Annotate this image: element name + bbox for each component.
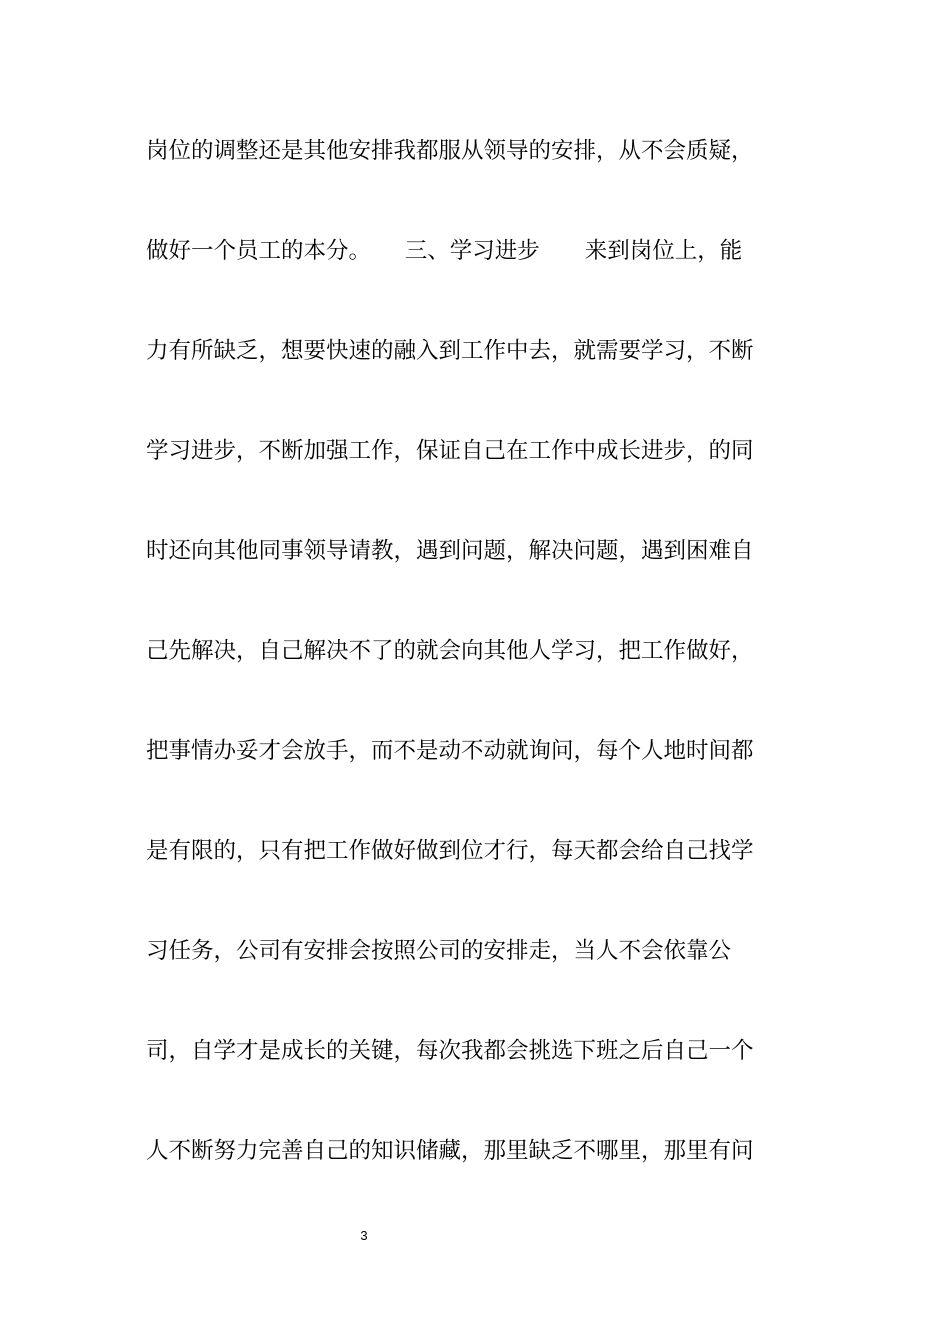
text-line: 人不断努力完善自己的知识储藏，那里缺乏不哪里，那里有问 bbox=[146, 1138, 754, 1164]
text-line: 把事情办妥才会放手，而不是动不动就询问，每个人地时间都 bbox=[146, 738, 754, 764]
text-line: 司，自学才是成长的关键，每次我都会挑选下班之后自己一个 bbox=[146, 1038, 754, 1064]
text-line: 做好一个员工的本分。 三、学习进步 来到岗位上，能 bbox=[146, 238, 743, 264]
text-line: 时还向其他同事领导请教，遇到问题，解决问题，遇到困难自 bbox=[146, 538, 754, 564]
text-line: 岗位的调整还是其他安排我都服从领导的安排，从不会质疑， bbox=[146, 138, 754, 164]
page-number: 3 bbox=[360, 1228, 368, 1243]
text-line: 力有所缺乏，想要快速的融入到工作中去，就需要学习，不断 bbox=[146, 338, 754, 364]
text-line: 学习进步，不断加强工作，保证自己在工作中成长进步，的同 bbox=[146, 438, 754, 464]
text-line: 是有限的，只有把工作做好做到位才行，每天都会给自己找学 bbox=[146, 838, 754, 864]
text-line: 习任务，公司有安排会按照公司的安排走，当人不会依靠公 bbox=[146, 938, 732, 964]
text-line: 己先解决，自己解决不了的就会向其他人学习，把工作做好， bbox=[146, 638, 754, 664]
